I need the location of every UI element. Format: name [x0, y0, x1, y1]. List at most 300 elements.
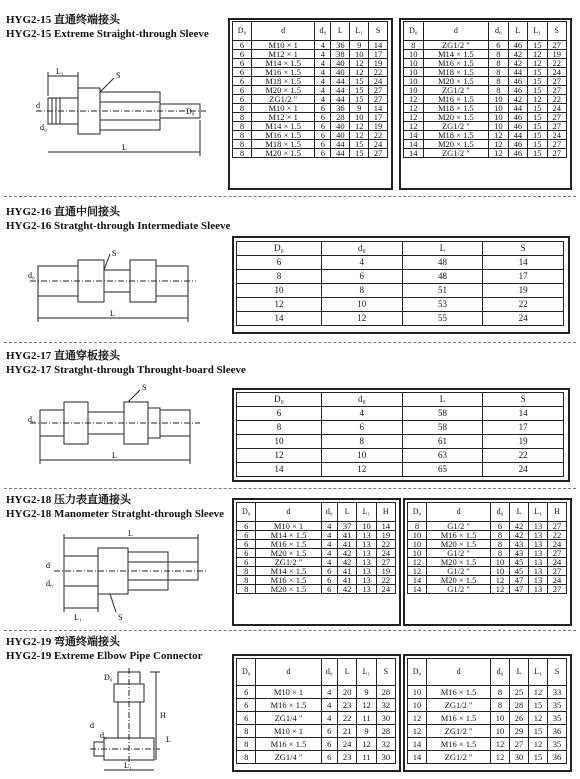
column-header: d: [256, 659, 321, 686]
table-row: [408, 686, 567, 699]
table-cell: M20 × 1.5: [427, 576, 491, 585]
table-cell: 65: [402, 463, 483, 477]
table-cell: 12: [489, 140, 508, 149]
table-row: [237, 549, 396, 558]
table-cell: 33: [548, 686, 567, 699]
table-cell: 6: [233, 50, 252, 59]
table-cell: 13: [529, 549, 548, 558]
table-cell: G1/2 ": [427, 585, 491, 594]
column-header: L₁: [350, 22, 369, 41]
table-cell: ZG1/2 ": [423, 86, 489, 95]
table-cell: 6: [315, 113, 331, 122]
column-header: d₀: [321, 659, 337, 686]
table-cell: 20: [338, 686, 357, 699]
table-cell: 10: [489, 95, 508, 104]
table-cell: 15: [529, 725, 548, 738]
column-header: H: [548, 503, 567, 522]
table-cell: 32: [376, 699, 395, 712]
table-cell: 12: [404, 113, 424, 122]
table-cell: 8: [489, 59, 508, 68]
table-cell: 22: [548, 531, 567, 540]
table-cell: 12: [528, 59, 547, 68]
table-cell: 4: [321, 522, 337, 531]
table-cell: 6: [315, 149, 331, 158]
table-cell: 8: [321, 435, 402, 449]
table-cell: 10: [321, 298, 402, 312]
table-cell: 22: [376, 540, 395, 549]
table-cell: ZG1/2 ": [423, 122, 489, 131]
column-header: d₀: [321, 503, 337, 522]
table-cell: 44: [508, 68, 527, 77]
table-cell: 24: [369, 77, 388, 86]
table-cell: 13: [357, 531, 376, 540]
fitting-drawing: [26, 68, 216, 158]
table-cell: M16 × 1.5: [427, 738, 491, 751]
table-row: [237, 686, 396, 699]
d0-label: d₀: [100, 731, 107, 740]
table-row: [233, 59, 388, 68]
table-cell: 53: [402, 298, 483, 312]
table-cell: 6: [233, 95, 252, 104]
table-row: [237, 256, 564, 270]
table-cell: 24: [483, 463, 564, 477]
table-cell: 15: [350, 95, 369, 104]
table-cell: 32: [376, 738, 395, 751]
table-cell: 8: [489, 68, 508, 77]
table-cell: ZG1/2 ": [423, 149, 489, 158]
table-cell: 6: [315, 131, 331, 140]
s-label: S: [112, 249, 117, 258]
table-cell: M14 × 1.5: [251, 59, 314, 68]
table-row: [237, 738, 396, 751]
table-cell: 10: [408, 549, 427, 558]
table-cell: M16 × 1.5: [251, 68, 314, 77]
table-cell: 10: [408, 686, 427, 699]
table-cell: 4: [321, 558, 337, 567]
table-cell: 6: [315, 122, 331, 131]
column-header: d₀: [321, 393, 402, 407]
column-header: L₁: [357, 659, 376, 686]
table-cell: 63: [402, 449, 483, 463]
table-cell: 14: [237, 312, 322, 326]
table-row: [408, 738, 567, 751]
column-header: d: [427, 503, 491, 522]
table-cell: 48: [402, 256, 483, 270]
table-row: [237, 421, 564, 435]
table-cell: 15: [529, 751, 548, 764]
table-cell: 29: [510, 725, 529, 738]
table-cell: 15: [350, 149, 369, 158]
table-cell: 15: [528, 68, 547, 77]
table-cell: 12: [529, 738, 548, 751]
table-cell: 24: [547, 131, 567, 140]
table-cell: G1/2 ": [427, 549, 491, 558]
table-cell: 12: [528, 50, 547, 59]
table-cell: 22: [338, 712, 357, 725]
table-cell: 4: [321, 549, 337, 558]
section-title-en: HYG2-17 Stratght-through Throught-board Sleeve: [6, 364, 246, 376]
table-cell: 24: [548, 540, 567, 549]
table-cell: 46: [508, 113, 527, 122]
table-cell: 36: [548, 751, 567, 764]
table-row: [233, 149, 388, 158]
table-cell: 27: [510, 738, 529, 751]
table-cell: ZG1/2 ": [427, 699, 491, 712]
table-cell: 4: [315, 50, 331, 59]
table-cell: 26: [510, 712, 529, 725]
table-cell: 27: [547, 140, 567, 149]
section-hyg2-17: [0, 342, 580, 488]
table-cell: 4: [321, 531, 337, 540]
table-cell: 14: [408, 751, 427, 764]
length-label: L: [122, 143, 127, 152]
table-cell: 6: [237, 699, 256, 712]
table-cell: 27: [547, 113, 567, 122]
table-row: [404, 50, 567, 59]
table-cell: 19: [369, 122, 388, 131]
table-cell: 12: [237, 449, 322, 463]
table-cell: 4: [315, 59, 331, 68]
length-label: L: [112, 451, 117, 460]
table-row: [404, 41, 567, 50]
table-row: [233, 113, 388, 122]
table-cell: 6: [237, 686, 256, 699]
table-cell: 42: [510, 522, 529, 531]
table-row: [404, 104, 567, 113]
table-cell: 4: [315, 86, 331, 95]
table-cell: 19: [483, 284, 564, 298]
table-cell: 25: [510, 686, 529, 699]
table-cell: 4: [321, 407, 402, 421]
table-row: [233, 41, 388, 50]
column-header: D₀: [237, 242, 322, 256]
length-label: L: [110, 309, 115, 318]
fitting-drawing: [28, 382, 204, 472]
table-cell: 13: [357, 567, 376, 576]
table-cell: 14: [376, 522, 395, 531]
table-cell: 22: [483, 298, 564, 312]
table-cell: 6: [315, 104, 331, 113]
fitting-drawing: [28, 248, 198, 328]
table-cell: 40: [331, 131, 350, 140]
table-cell: 8: [237, 567, 256, 576]
section-title-cn: HYG2-18 压力表直通接头: [6, 494, 131, 506]
table-cell: 36: [331, 41, 350, 50]
table-cell: 6: [315, 140, 331, 149]
table-cell: ZG1/2 ": [423, 41, 489, 50]
table-row: [237, 270, 564, 284]
table-cell: 17: [483, 270, 564, 284]
table-cell: 13: [357, 585, 376, 594]
d-label: d: [46, 561, 50, 570]
table-cell: M10 × 1: [256, 522, 321, 531]
table-cell: M16 × 1.5: [256, 699, 321, 712]
table-cell: 6: [237, 522, 256, 531]
table-cell: 23: [338, 699, 357, 712]
table-cell: M20 × 1.5: [251, 149, 314, 158]
table-cell: 9: [357, 725, 376, 738]
table-row: [408, 522, 567, 531]
header-row: [237, 659, 396, 686]
table-cell: 47: [510, 585, 529, 594]
table-row: [404, 77, 567, 86]
table-cell: 15: [528, 140, 547, 149]
table-row: [233, 86, 388, 95]
table-row: [233, 131, 388, 140]
table-cell: 4: [321, 699, 337, 712]
table-cell: 27: [547, 77, 567, 86]
table-cell: 27: [547, 86, 567, 95]
elbow-drawing: [90, 668, 200, 774]
header-row: [404, 22, 567, 41]
table-cell: 17: [483, 421, 564, 435]
table-cell: 12: [357, 699, 376, 712]
table-row: [404, 149, 567, 158]
column-header: S: [483, 242, 564, 256]
d-label: d: [36, 101, 40, 110]
table-row: [237, 463, 564, 477]
table-row: [237, 699, 396, 712]
table-cell: 14: [408, 738, 427, 751]
table-cell: ZG1/2 ": [251, 95, 314, 104]
header-row: [408, 659, 567, 686]
column-header: L₁: [529, 659, 548, 686]
table-row: [404, 113, 567, 122]
table-cell: 42: [508, 59, 527, 68]
table-cell: G1/2 ": [427, 522, 491, 531]
table-cell: 43: [510, 549, 529, 558]
table-cell: 10: [489, 104, 508, 113]
table-cell: 8: [233, 104, 252, 113]
table-cell: 19: [369, 59, 388, 68]
column-header: d₀: [491, 659, 510, 686]
column-header: S: [547, 22, 567, 41]
table-cell: 27: [548, 549, 567, 558]
table-cell: M16 × 1.5: [423, 95, 489, 104]
table-cell: M20 × 1.5: [423, 77, 489, 86]
table-cell: 8: [237, 585, 256, 594]
table-cell: ZG1/4 ": [256, 712, 321, 725]
table-cell: M18 × 1.5: [251, 77, 314, 86]
table-row: [237, 712, 396, 725]
table-cell: 12: [529, 686, 548, 699]
table-cell: 14: [408, 585, 427, 594]
table-cell: 27: [548, 585, 567, 594]
table-cell: 8: [491, 699, 510, 712]
column-header: d₀: [321, 242, 402, 256]
column-header: d: [423, 22, 489, 41]
section-hyg2-15: [0, 0, 580, 196]
table-cell: 10: [404, 68, 424, 77]
table-cell: 6: [233, 68, 252, 77]
column-header: S: [369, 22, 388, 41]
section-title-en: HYG2-15 Extreme Straight-through Sleeve: [6, 28, 209, 40]
table-cell: 41: [338, 540, 357, 549]
table-cell: 41: [338, 567, 357, 576]
table-cell: 6: [321, 567, 337, 576]
table-row: [233, 140, 388, 149]
table-cell: 6: [237, 256, 322, 270]
h-label: H: [160, 711, 166, 720]
column-header: L₁: [357, 503, 376, 522]
table-cell: 17: [369, 50, 388, 59]
table-cell: 10: [408, 699, 427, 712]
table-cell: 12: [491, 751, 510, 764]
table-cell: 4: [321, 712, 337, 725]
table-cell: 15: [350, 86, 369, 95]
table-cell: 10: [491, 567, 510, 576]
table-cell: 6: [489, 41, 508, 50]
section-title-cn: HYG2-16 直通中间接头: [6, 206, 120, 218]
table-cell: 8: [489, 77, 508, 86]
table-cell: M14 × 1.5: [256, 531, 321, 540]
table-cell: 15: [529, 699, 548, 712]
table-cell: 8: [237, 751, 256, 764]
table-row: [404, 122, 567, 131]
table-row: [233, 50, 388, 59]
table-cell: 4: [315, 68, 331, 77]
table-cell: 8: [491, 531, 510, 540]
table-cell: 28: [331, 113, 350, 122]
table-row: [237, 449, 564, 463]
table-cell: 46: [508, 41, 527, 50]
table-cell: 21: [338, 725, 357, 738]
table-cell: 51: [402, 284, 483, 298]
table-cell: 6: [237, 531, 256, 540]
table-cell: 10: [404, 50, 424, 59]
table-cell: 13: [529, 585, 548, 594]
table-cell: M18 × 1.5: [423, 131, 489, 140]
spec-table-left: [236, 658, 396, 764]
table-cell: 10: [357, 522, 376, 531]
table-cell: 15: [528, 41, 547, 50]
table-cell: 13: [357, 558, 376, 567]
table-cell: G1/2 ": [427, 567, 491, 576]
spec-table-left: [236, 502, 396, 594]
table-cell: 14: [369, 104, 388, 113]
table-cell: M20 × 1.5: [427, 558, 491, 567]
column-header: L: [508, 22, 527, 41]
table-cell: M16 × 1.5: [256, 576, 321, 585]
d0-label: d₀: [40, 123, 47, 132]
table-cell: 8: [237, 738, 256, 751]
table-cell: 8: [233, 149, 252, 158]
table-cell: 14: [404, 140, 424, 149]
table-cell: 12: [350, 122, 369, 131]
table-cell: 24: [547, 104, 567, 113]
table-cell: 12: [528, 95, 547, 104]
column-header: d: [427, 659, 491, 686]
table-cell: 24: [369, 140, 388, 149]
column-header: D₀: [233, 22, 252, 41]
section-hyg2-19: [0, 630, 580, 779]
table-cell: 12: [408, 712, 427, 725]
d0-label: d₀: [28, 271, 35, 280]
table-cell: 14: [483, 407, 564, 421]
table-cell: 24: [483, 312, 564, 326]
table-cell: 12: [350, 131, 369, 140]
table-row: [237, 284, 564, 298]
table-cell: 45: [510, 567, 529, 576]
table-row: [408, 585, 567, 594]
table-cell: 13: [357, 549, 376, 558]
table-cell: 14: [404, 149, 424, 158]
table-cell: 6: [321, 738, 337, 751]
table-cell: 4: [315, 95, 331, 104]
table-cell: 30: [376, 751, 395, 764]
table-cell: 42: [510, 531, 529, 540]
table-cell: 22: [376, 576, 395, 585]
l1-label: L₁: [124, 761, 132, 770]
table-row: [408, 567, 567, 576]
table-cell: 15: [350, 140, 369, 149]
table-cell: M20 × 1.5: [256, 549, 321, 558]
spec-table: [236, 241, 564, 326]
table-row: [237, 312, 564, 326]
table-cell: 15: [528, 77, 547, 86]
table-cell: 4: [321, 256, 402, 270]
table-cell: 10: [404, 86, 424, 95]
spec-table-right: [407, 502, 567, 594]
table-cell: 6: [321, 585, 337, 594]
table-cell: M10 × 1: [251, 41, 314, 50]
table-cell: 12: [491, 738, 510, 751]
table-cell: 12: [404, 104, 424, 113]
table-cell: 45: [510, 558, 529, 567]
table-cell: 43: [510, 540, 529, 549]
table-row: [404, 86, 567, 95]
table-row: [408, 576, 567, 585]
table-cell: 10: [321, 449, 402, 463]
table-cell: 24: [547, 68, 567, 77]
table-cell: 44: [331, 77, 350, 86]
table-row: [237, 531, 396, 540]
table-cell: 8: [237, 576, 256, 585]
table-cell: 27: [547, 149, 567, 158]
table-cell: 35: [548, 712, 567, 725]
table-cell: 12: [357, 738, 376, 751]
table-cell: 13: [529, 522, 548, 531]
table-cell: 27: [548, 567, 567, 576]
table-cell: 13: [529, 576, 548, 585]
header-row: [237, 393, 564, 407]
table-cell: 44: [508, 104, 527, 113]
table-cell: 8: [321, 284, 402, 298]
table-row: [408, 549, 567, 558]
table-cell: 6: [321, 725, 337, 738]
column-header: L: [510, 503, 529, 522]
table-row: [237, 407, 564, 421]
spec-table-right: [403, 21, 567, 158]
table-cell: 14: [408, 576, 427, 585]
table-cell: 6: [237, 712, 256, 725]
table-cell: 4: [321, 686, 337, 699]
table-cell: 30: [376, 712, 395, 725]
column-header: L: [338, 503, 357, 522]
table-cell: ZG1/2 ": [427, 751, 491, 764]
table-row: [408, 531, 567, 540]
table-cell: M14 × 1.5: [423, 50, 489, 59]
table-cell: 14: [237, 463, 322, 477]
table-cell: M10 × 1: [256, 725, 321, 738]
table-cell: 44: [331, 140, 350, 149]
table-cell: 8: [491, 549, 510, 558]
table-cell: 24: [338, 738, 357, 751]
table-cell: 9: [350, 104, 369, 113]
column-header: D₀: [404, 22, 424, 41]
table-cell: 24: [376, 549, 395, 558]
header-row: [237, 503, 396, 522]
